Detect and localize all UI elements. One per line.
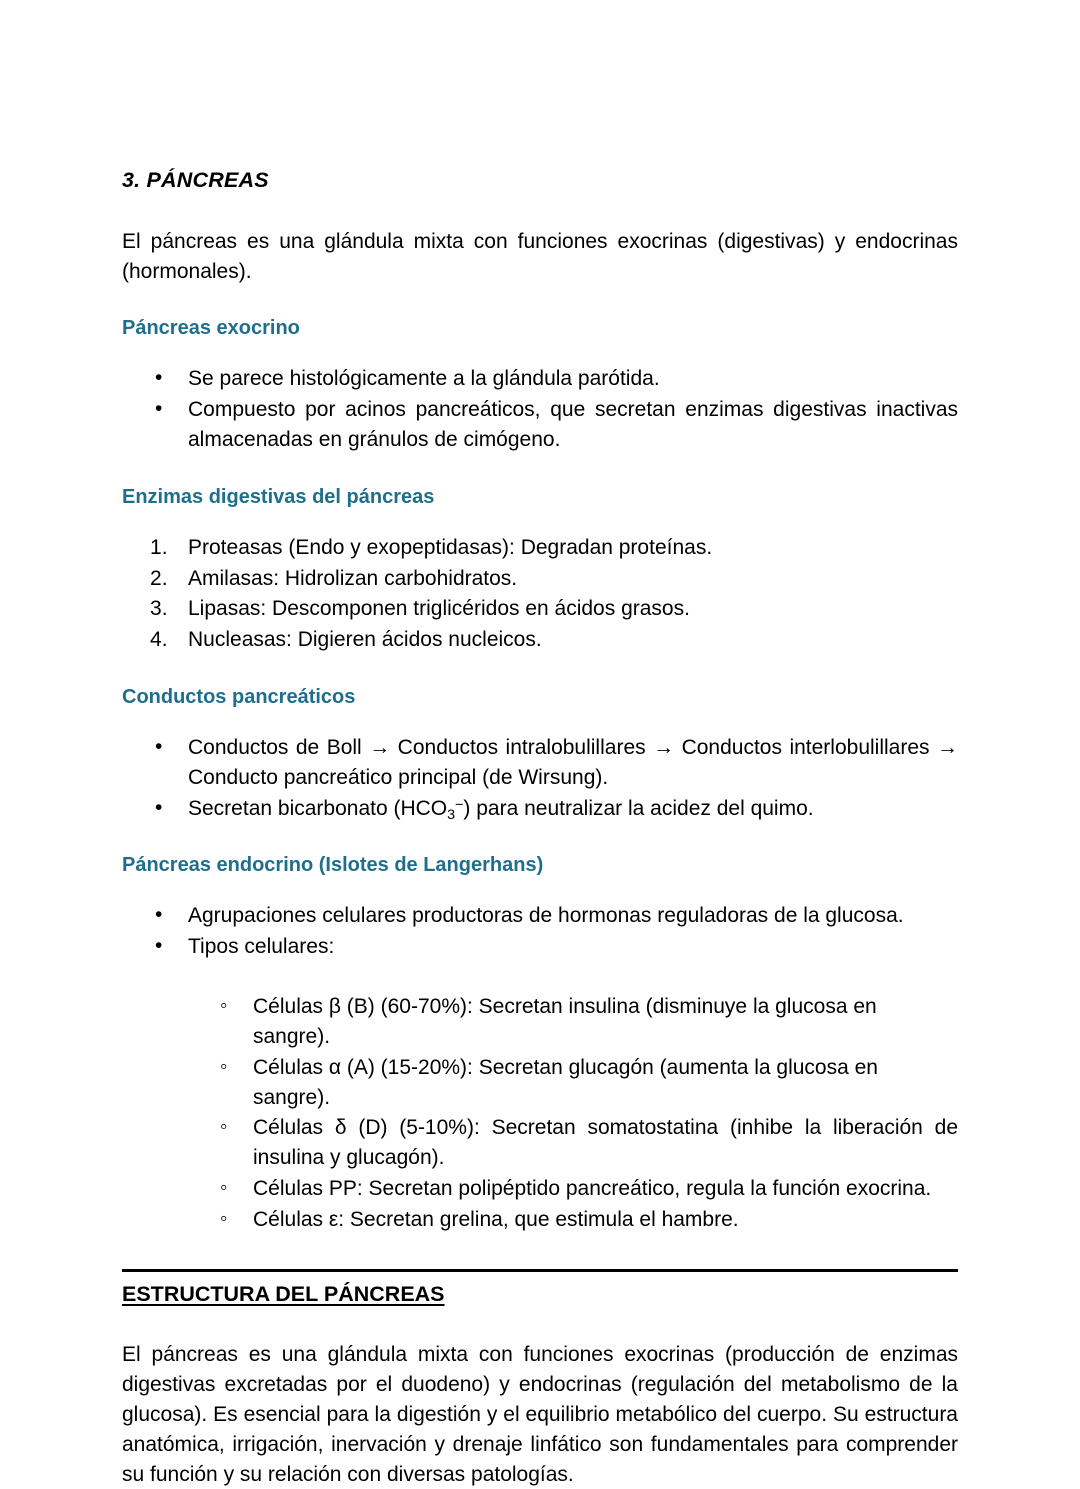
section-heading-exocrino: Páncreas exocrino	[122, 317, 300, 340]
list-item	[122, 932, 958, 962]
bicarbonato-text-pre: Secretan bicarbonato (HCO	[188, 796, 448, 820]
tipos-celulares-label: Tipos celulares:	[188, 935, 335, 959]
bicarbonato-text-post: ) para neutralizar la acidez del quimo.	[463, 796, 814, 820]
section-heading-endocrino: Páncreas endocrino (Islotes de Langerhans)	[122, 854, 544, 877]
list-item: ◦ Células α (A) (15-20%): Secretan glucagón (aumenta la glucosa en sangre).	[122, 1053, 958, 1113]
section-divider	[122, 1269, 958, 1272]
endocrino-bullet-list	[122, 901, 958, 962]
page-title: 3. PÁNCREAS	[122, 168, 269, 192]
list-item: Lipasas: Descomponen triglicéridos en ácidos grasos.	[188, 597, 690, 621]
list-item: ◦ Células δ (D) (5-10%): Secretan somatostatina (inhibe la liberación de insulina y glucagón).	[122, 1113, 958, 1173]
cell-types-sublist	[122, 992, 958, 1235]
section-heading-conductos: Conductos pancreáticos	[122, 686, 356, 709]
list-item: Amilasas: Hidrolizan carbohidratos.	[188, 566, 518, 590]
list-item: ◦ Células β (B) (60-70%): Secretan insulina (disminuye la glucosa en sangre).	[122, 992, 958, 1052]
list-item	[122, 794, 958, 824]
list-item: • Se parece histológicamente a la glándula parótida.	[122, 364, 958, 394]
bicarbonato-superscript: −	[455, 796, 464, 813]
section-heading-estructura: ESTRUCTURA DEL PÁNCREAS	[122, 1281, 445, 1306]
estructura-paragraph: El páncreas es una glándula mixta con funciones exocrinas (producción de enzimas digestivas excretadas por el duodeno) y endocrinas (regulación del metabolismo de la glucosa). Es esencial para la digestión y el equilibrio metabólico del cuerpo. Su estructura anatómica, irrigación, inervación y drenaje linfático son fundamentales para comprender su función y su relación con diversas patologías.	[122, 1343, 958, 1486]
list-item: ◦ Células PP: Secretan polipéptido pancreático, regula la función exocrina.	[122, 1174, 958, 1204]
list-item: • Agrupaciones celulares productoras de hormonas reguladoras de la glucosa.	[122, 901, 958, 931]
exocrino-bullet-list	[122, 364, 958, 454]
list-item: Nucleasas: Digieren ácidos nucleicos.	[188, 628, 542, 652]
intro-paragraph: El páncreas es una glándula mixta con funciones exocrinas (digestivas) y endocrinas (hormonales).	[122, 229, 958, 283]
section-heading-enzimas: Enzimas digestivas del páncreas	[122, 485, 435, 508]
list-item: Proteasas (Endo y exopeptidasas): Degradan proteínas.	[188, 535, 713, 559]
document-content	[122, 168, 958, 1489]
enzimas-numbered-list	[122, 533, 958, 655]
list-item: ◦ Células ε: Secretan grelina, que estimula el hambre.	[122, 1205, 958, 1235]
bicarbonato-subscript: 3	[447, 806, 456, 823]
list-item: • Compuesto por acinos pancreáticos, que secretan enzimas digestivas inactivas almacenadas en gránulos de cimógeno.	[122, 395, 958, 455]
conductos-bullet-list	[122, 733, 958, 823]
list-item: • Conductos de Boll → Conductos intralobulillares → Conductos interlobulillares → Conducto pancreático principal (de Wirsung).	[122, 733, 958, 793]
